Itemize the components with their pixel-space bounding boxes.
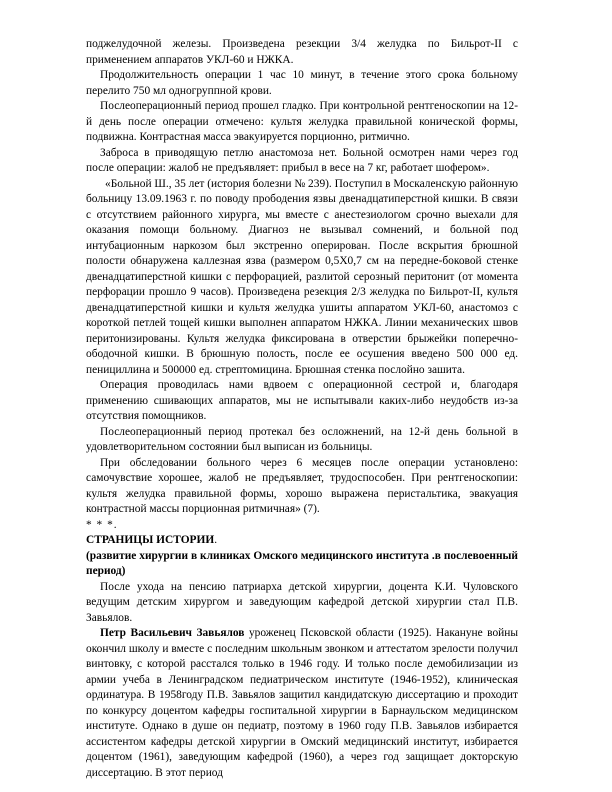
section-subtitle: (развитие хирургии в клиниках Омского медицинского института .в послевоенный период) — [86, 549, 518, 577]
paragraph: Послеоперационный период прошел гладко. При контрольной рентгеноскопии на 12-й день после операции отмечено: культя желудка правильной конической формы, подвижна. Контрастная масса эвакуируется порционно, ритмично. — [86, 100, 518, 143]
paragraph: Заброса в приводящую петлю анастомоза нет. Больной осмотрен нами через год после операции: жалоб не предъявляет: прибыл в весе на 7 кг, работает шофером». — [86, 146, 518, 174]
document-page — [86, 37, 518, 781]
paragraph: поджелудочной железы. Произведена резекции 3/4 желудка по Бильрот-II с применением аппаратов УКЛ-60 и НЖКА. — [86, 38, 518, 66]
paragraph: После ухода на пенсию патриарха детской хирургии, доцента К.И. Чуловского ведущим детским хирургом и заведующим кафедрой детской хирургии стал П.В. Завьялов. — [86, 580, 518, 624]
paragraph: Продолжительность операции 1 час 10 минут, в течение этого срока больному перелито 750 мл одногруппной крови. — [86, 69, 518, 97]
person-name: Петр Васильевич Завьялов — [100, 627, 245, 639]
section-title — [86, 533, 518, 549]
paragraph: Послеоперационный период протекал без осложнений, на 12-й день больной в удовлетворительном состоянии был выписан из больницы. — [86, 425, 518, 453]
paragraph: «Больной Ш., 35 лет (история болезни № 239). Поступил в Москаленскую районную больницу 13.09.1963 г. по поводу прободения язвы двенадцатиперстной кишки. В связи с отсутствием районного хирурга, мы вместе с анестезиологом срочно выехали для оказания помощи больному. Диагноз не вызывал сомнений, и больной под интубационным наркозом был экстренно оперирован. После вскрытия брюшной полости обнаружена каллезная язва (размером 0,5Х0,7 см на передне-боковой стенке двенадцатиперстной кишки с перфорацией, разлитой серозный перитонит (от момента перфорации прошло 9 часов). Произведена резекция 2/3 желудка по Бильрот-II, культя двенадцатиперстной кишки и культя желудка ушиты аппаратом УКЛ-60, анастомоз с короткой петлей тощей кишки выполнен аппаратом НЖКА. Линии механических швов перитонизированы. Культя желудка фиксирована в отверстии брыжейки поперечно-ободочной кишки. В брюшную полость, после ее осушения введено 500 000 ед. пенициллина и 500000 ед. стрептомицина. Брюшная стенка послойно зашита. — [86, 177, 519, 376]
paragraph-text: уроженец Псковской области (1925). Накануне войны окончил школу и вместе с последним школьным звонком и аттестатом зрелости получил винтовку, с которой расстался только в 1946 году. И только после демобилизации из армии учеба в Ленинградском педиатрическом институте (1946-1952), клиническая ординатура. В 1958году П.В. Завьялов защитил кандидатскую диссертацию и проходит по конкурсу доцентом кафедры госпитальной хирургии в Барнаульском медицинском институте. Однако в душе он педиатр, поэтому в 1960 году П.В. Завьялов избирается ассистентом кафедры детской хирургии в Омский медицинский институт, избирается доцентом (1961), заведующим кафедрой (1960), а через год защищает докторскую диссертацию. В этот период — [86, 627, 518, 779]
section-title-text: СТРАНИЦЫ ИСТОРИИ — [86, 534, 215, 546]
paragraph: Операция проводилась нами вдвоем с операционной сестрой и, благодаря применению сшивающих аппаратов, мы не испытывали каких-либо неудобств из-за отсутствия помощников. — [86, 379, 518, 422]
paragraph: При обследовании больного через 6 месяцев после операции установлено: самочувствие хорошее, жалоб не предъявляет, трудоспособен. При рентгеноскопии: культя желудка правильной формы, хорошо выражена перистальтика, эвакуация контрастной массы порционная ритмичная» (7). — [86, 456, 518, 515]
section-separator: * * *. — [86, 518, 118, 531]
paragraph — [86, 626, 518, 781]
section-title-dot: . — [214, 534, 218, 546]
